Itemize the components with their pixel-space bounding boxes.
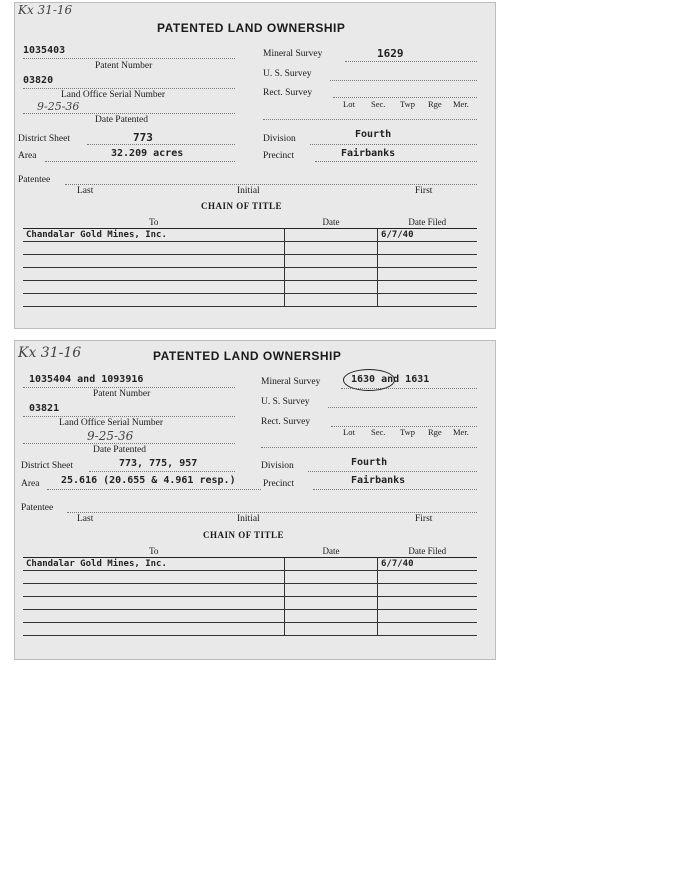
rect-col-mer: Mer. bbox=[453, 427, 469, 437]
patent-number-label: Patent Number bbox=[93, 389, 151, 399]
patentee-last-label: Last bbox=[77, 514, 94, 524]
row-date bbox=[285, 281, 378, 294]
row-date bbox=[285, 558, 378, 571]
rect-col-lot: Lot bbox=[343, 99, 355, 109]
row-date bbox=[285, 584, 378, 597]
serial-number-label: Land Office Serial Number bbox=[61, 90, 166, 100]
row-filed bbox=[378, 571, 478, 584]
rect-col-sec: Sec. bbox=[371, 99, 386, 109]
precinct-value: Fairbanks bbox=[341, 148, 396, 159]
table-row bbox=[23, 558, 477, 571]
rect-survey-label: Rect. Survey bbox=[263, 88, 313, 98]
row-date bbox=[285, 571, 378, 584]
row-filed bbox=[378, 597, 478, 610]
chain-of-title-heading: CHAIN OF TITLE bbox=[203, 530, 285, 540]
table-row bbox=[23, 268, 477, 281]
row-to: Chandalar Gold Mines, Inc. bbox=[23, 229, 285, 242]
patentee-initial-label: Initial bbox=[237, 514, 260, 524]
rect-col-twp: Twp bbox=[400, 99, 415, 109]
row-date bbox=[285, 255, 378, 268]
ownership-card-1 bbox=[14, 2, 496, 329]
row-filed bbox=[378, 294, 478, 307]
division-value: Fourth bbox=[351, 457, 388, 468]
row-to bbox=[23, 571, 285, 584]
patent-number-label: Patent Number bbox=[95, 61, 153, 71]
row-filed bbox=[378, 610, 478, 623]
row-to bbox=[23, 294, 285, 307]
col-to: To bbox=[23, 546, 285, 558]
card-note: Kx 31-16 bbox=[18, 345, 82, 361]
col-date: Date bbox=[285, 217, 378, 229]
card-title: PATENTED LAND OWNERSHIP bbox=[153, 349, 342, 363]
row-filed bbox=[378, 268, 478, 281]
row-to bbox=[23, 623, 285, 636]
date-patented-value: 9-25-36 bbox=[87, 429, 134, 443]
row-filed bbox=[378, 584, 478, 597]
row-to bbox=[23, 584, 285, 597]
patentee-label: Patentee bbox=[21, 503, 54, 513]
row-to bbox=[23, 610, 285, 623]
chain-of-title-table bbox=[23, 546, 477, 636]
rect-col-twp: Twp bbox=[400, 427, 415, 437]
division-label: Division bbox=[263, 134, 296, 144]
table-row bbox=[23, 610, 477, 623]
mineral-survey-value: 1629 bbox=[377, 47, 404, 60]
precinct-label: Precinct bbox=[263, 479, 295, 489]
area-label: Area bbox=[21, 479, 40, 489]
col-to: To bbox=[23, 217, 285, 229]
table-row bbox=[23, 281, 477, 294]
chain-of-title-heading: CHAIN OF TITLE bbox=[201, 201, 283, 211]
date-patented-value: 9-25-36 bbox=[37, 100, 80, 113]
mineral-survey-label: Mineral Survey bbox=[261, 377, 321, 387]
patentee-last-label: Last bbox=[77, 186, 94, 196]
patentee-initial-label: Initial bbox=[237, 186, 260, 196]
district-sheet-value: 773 bbox=[133, 131, 153, 144]
table-row bbox=[23, 294, 477, 307]
rect-survey-label: Rect. Survey bbox=[261, 417, 311, 427]
col-date-filed: Date Filed bbox=[378, 546, 478, 558]
division-label: Division bbox=[261, 461, 294, 471]
table-row bbox=[23, 255, 477, 268]
row-to bbox=[23, 255, 285, 268]
precinct-label: Precinct bbox=[263, 151, 295, 161]
patentee-label: Patentee bbox=[18, 175, 51, 185]
date-patented-label: Date Patented bbox=[95, 115, 149, 125]
rect-col-rge: Rge bbox=[428, 99, 442, 109]
ownership-card-2 bbox=[14, 340, 496, 660]
table-row bbox=[23, 571, 477, 584]
col-date-filed: Date Filed bbox=[378, 217, 478, 229]
patent-number-value: 1035404 and 1093916 bbox=[29, 374, 144, 385]
row-date bbox=[285, 268, 378, 281]
col-date: Date bbox=[285, 546, 378, 558]
patent-number-value: 1035403 bbox=[23, 45, 66, 56]
mineral-survey-value: 1630 and 1631 bbox=[351, 374, 430, 385]
row-date bbox=[285, 623, 378, 636]
card-title: PATENTED LAND OWNERSHIP bbox=[157, 21, 346, 35]
area-value: 25.616 (20.655 & 4.961 resp.) bbox=[61, 475, 236, 486]
row-filed bbox=[378, 281, 478, 294]
row-date bbox=[285, 610, 378, 623]
row-date bbox=[285, 242, 378, 255]
row-date bbox=[285, 294, 378, 307]
card-note: Kx 31-16 bbox=[18, 3, 73, 17]
division-value: Fourth bbox=[355, 129, 392, 140]
serial-number-value: 03821 bbox=[29, 403, 60, 414]
area-label: Area bbox=[18, 151, 37, 161]
mineral-survey-label: Mineral Survey bbox=[263, 49, 323, 59]
table-row bbox=[23, 623, 477, 636]
rect-col-lot: Lot bbox=[343, 427, 355, 437]
us-survey-label: U. S. Survey bbox=[261, 397, 310, 407]
row-to bbox=[23, 268, 285, 281]
row-to: Chandalar Gold Mines, Inc. bbox=[23, 558, 285, 571]
rect-col-rge: Rge bbox=[428, 427, 442, 437]
rect-col-sec: Sec. bbox=[371, 427, 386, 437]
row-filed bbox=[378, 242, 478, 255]
precinct-value: Fairbanks bbox=[351, 475, 406, 486]
district-sheet-label: District Sheet bbox=[21, 461, 73, 471]
row-date bbox=[285, 597, 378, 610]
row-filed bbox=[378, 623, 478, 636]
table-row bbox=[23, 597, 477, 610]
area-value: 32.209 acres bbox=[111, 148, 184, 159]
patentee-first-label: First bbox=[415, 186, 433, 196]
serial-number-label: Land Office Serial Number bbox=[59, 418, 164, 428]
table-row bbox=[23, 229, 477, 242]
chain-of-title-table bbox=[23, 217, 477, 307]
row-filed: 6/7/40 bbox=[378, 229, 478, 242]
row-filed: 6/7/40 bbox=[378, 558, 478, 571]
row-date bbox=[285, 229, 378, 242]
table-row bbox=[23, 584, 477, 597]
district-sheet-value: 773, 775, 957 bbox=[119, 458, 198, 469]
rect-col-mer: Mer. bbox=[453, 99, 469, 109]
patentee-first-label: First bbox=[415, 514, 433, 524]
table-row bbox=[23, 242, 477, 255]
us-survey-label: U. S. Survey bbox=[263, 69, 312, 79]
date-patented-label: Date Patented bbox=[93, 445, 147, 455]
row-to bbox=[23, 281, 285, 294]
serial-number-value: 03820 bbox=[23, 75, 54, 86]
district-sheet-label: District Sheet bbox=[18, 134, 70, 144]
row-to bbox=[23, 597, 285, 610]
row-filed bbox=[378, 255, 478, 268]
row-to bbox=[23, 242, 285, 255]
